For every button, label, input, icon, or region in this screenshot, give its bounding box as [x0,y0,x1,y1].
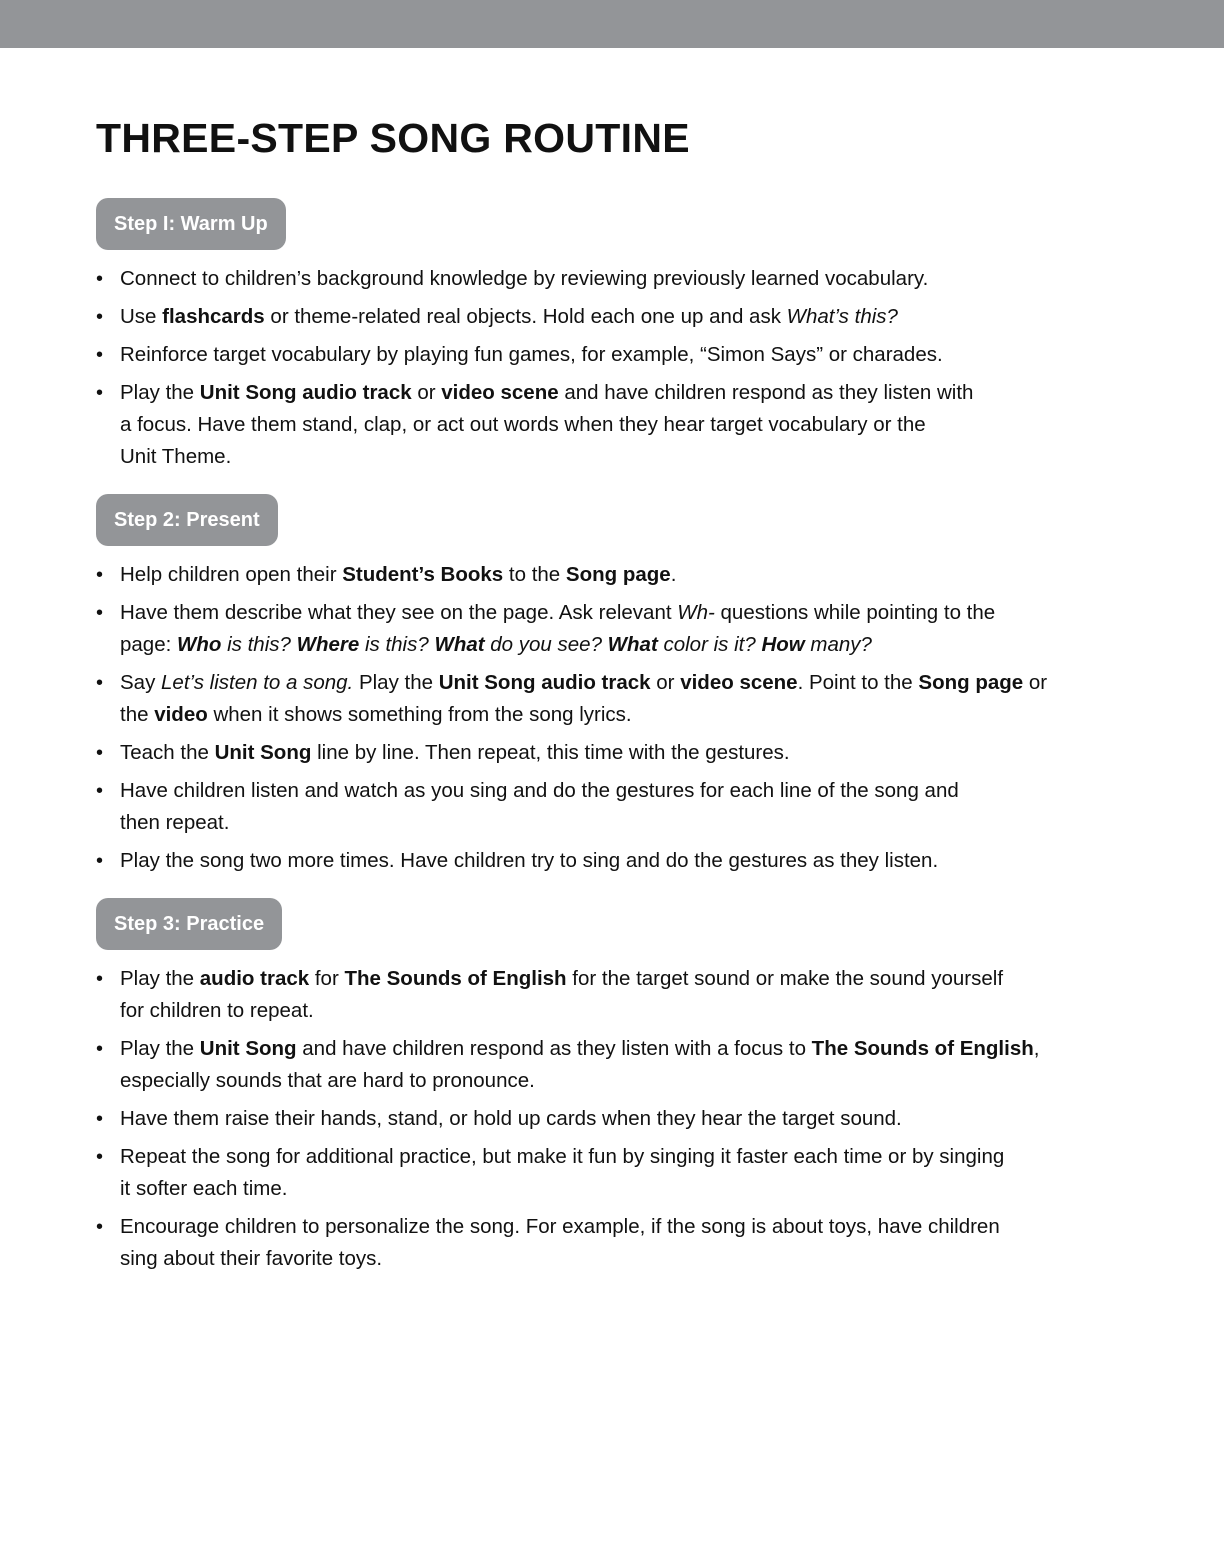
bold-text: Unit Song audio track [199,381,412,404]
text-run: and have children respond as they listen with a focus to [296,1037,812,1060]
bold-text [761,633,804,656]
bold-text: The Sounds of English [344,967,567,990]
list-item [96,845,1136,877]
bold-text: Song page [918,671,1024,694]
step-1-list [96,263,1136,473]
text-run: or [1023,671,1048,694]
list-item [96,263,1136,295]
text-run: sing about their favorite toys. [120,1247,383,1270]
bold-text: Student’s Books [342,563,504,586]
italic-text: color is it? [657,633,762,656]
bold-italic-text: How [761,633,805,656]
bold-text: flashcards [162,305,265,328]
step-1-label: Step I: Warm Up [96,198,286,250]
text-run: or [650,671,681,694]
list-item [96,1211,1136,1275]
text-run: line by line. Then repeat, this time with the gestures. [311,741,790,764]
text-run: questions while pointing to the [714,601,996,624]
list-item [96,377,1136,473]
text-run: or theme-related real objects. Hold each one up and ask [264,305,787,328]
bold-text: video scene [680,671,798,694]
list-item [96,667,1136,731]
bold-text: audio track [199,967,310,990]
bold-text: The Sounds of English [811,1037,1034,1060]
text-run: Say [120,671,162,694]
text-run: Play the [120,967,200,990]
text-run: . Point to the [797,671,919,694]
text-run: Play the [120,1037,200,1060]
text-run: for children to repeat. [120,999,314,1022]
text-run: Unit Theme. [120,445,232,468]
step-2-section [96,494,1136,883]
text-run: Connect to children’s background knowledge by reviewing previously learned vocabulary. [120,267,929,290]
text-run: it softer each time. [120,1177,288,1200]
list-item [96,597,1136,661]
text-run: Play the song two more times. Have children try to sing and do the gestures as they listen. [120,849,939,872]
bold-text: Unit Song [214,741,312,764]
text-run: Reinforce target vocabulary by playing fun games, for example, “Simon Says” or charades. [120,343,943,366]
italic-text: many? [804,633,872,656]
text-run: then repeat. [120,811,230,834]
bold-text: video [154,703,208,726]
list-item [96,339,1136,371]
bold-text [177,633,221,656]
text-run: , [1033,1037,1040,1060]
bold-text: Unit Song [199,1037,297,1060]
step-3-list [96,963,1136,1275]
italic-text: Let’s listen to a song. [161,671,354,694]
step-2-label: Step 2: Present [96,494,278,546]
text-run: Use [120,305,163,328]
bold-text [608,633,658,656]
bold-italic-text: Who [177,633,222,656]
list-item [96,559,1136,591]
list-item [96,301,1136,333]
text-run: Have children listen and watch as you sing and do the gestures for each line of the song and [120,779,959,802]
text-run: Play the [120,381,200,404]
list-item [96,1103,1136,1135]
step-3-label: Step 3: Practice [96,898,282,950]
text-run: Teach the [120,741,215,764]
text-run: Help children open their [120,563,343,586]
text-run: . [670,563,677,586]
text-run: for [309,967,345,990]
text-run: a focus. Have them stand, clap, or act out words when they hear target vocabulary or the [120,413,926,436]
bold-text [297,633,360,656]
text-run: for the target sound or make the sound yourself [566,967,1004,990]
text-run: when it shows something from the song lyrics. [207,703,632,726]
step-2-list [96,559,1136,877]
bold-text: Song page [565,563,671,586]
list-item [96,1033,1136,1097]
step-1-section [96,198,1136,479]
bold-text: video scene [441,381,559,404]
italic-text: Wh- [677,601,715,624]
bold-text [434,633,484,656]
text-run: or [411,381,442,404]
italic-text: What’s this? [786,305,898,328]
step-3-section [96,898,1136,1281]
page-title: THREE-STEP SONG ROUTINE [96,115,690,161]
italic-text: is this? [359,633,435,656]
text-run: Have them describe what they see on the page. Ask relevant [120,601,678,624]
italic-text: is this? [221,633,297,656]
list-item [96,963,1136,1027]
text-run: to the [503,563,566,586]
text-run: Encourage children to personalize the song. For example, if the song is about toys, have children [120,1215,1000,1238]
bold-italic-text: Where [296,633,360,656]
italic-text: do you see? [484,633,608,656]
top-band [0,0,1224,48]
text-run: Play the [353,671,439,694]
text-run: Repeat the song for additional practice, but make it fun by singing it faster each time or by singing [120,1145,1005,1168]
text-run: the [120,703,155,726]
text-run: and have children respond as they listen with [558,381,974,404]
text-run: page: [120,633,177,656]
bold-text: Unit Song audio track [438,671,651,694]
bold-italic-text: What [434,633,485,656]
list-item [96,1141,1136,1205]
list-item [96,775,1136,839]
bold-italic-text: What [607,633,658,656]
list-item [96,737,1136,769]
text-run: Have them raise their hands, stand, or hold up cards when they hear the target sound. [120,1107,902,1130]
text-run: especially sounds that are hard to pronounce. [120,1069,535,1092]
